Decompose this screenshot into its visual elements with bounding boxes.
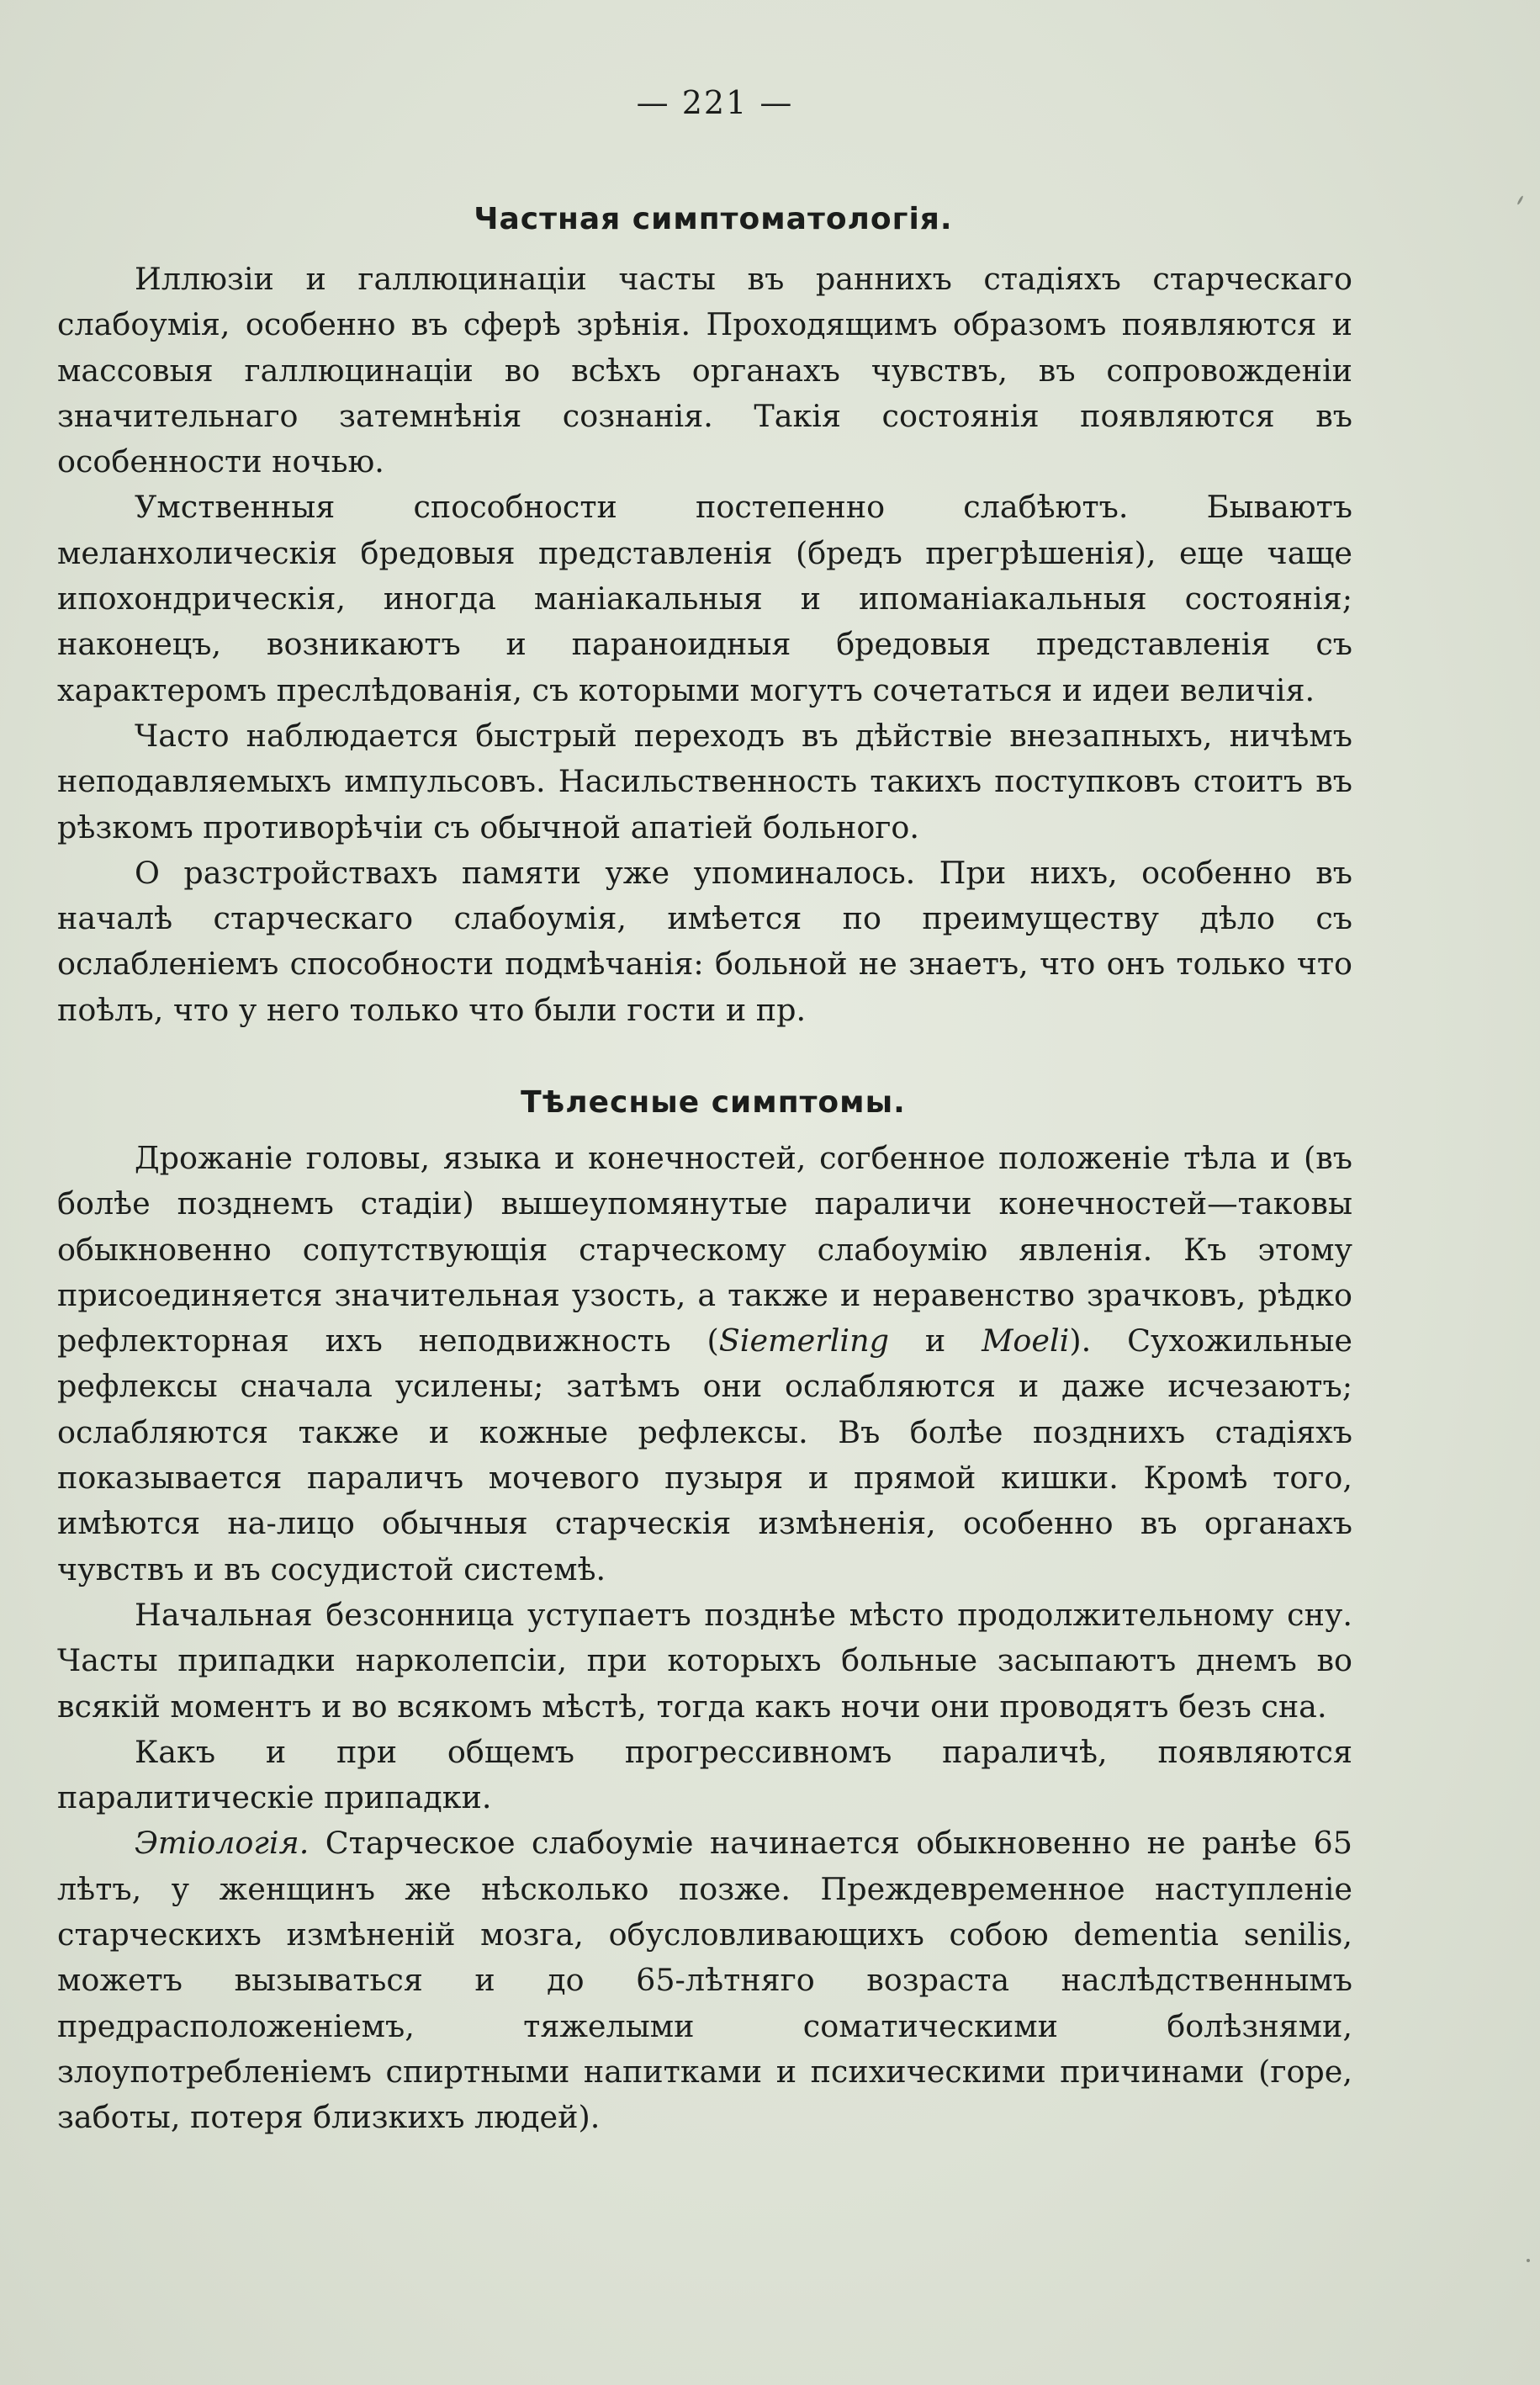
paragraph-text: ). Сухожильные рефлексы сначала усилены; затѣмъ они ослабляются и даже исчезаютъ; ослабляются также и кожные рефлексы. Въ болѣе позднихъ стадіяхъ показывается параличъ мочевого пузыря и прямой кишки. Кромѣ того, имѣются на-лицо обычныя старческія измѣненія, особенно въ органахъ чувствъ и въ сосудистой системѣ. — [57, 1322, 1352, 1587]
paragraph: Какъ и при общемъ прогрессивномъ параличѣ, появляются паралитическіе припадки. — [57, 1733, 1352, 1816]
paper-speck — [1527, 2259, 1530, 2262]
section-title-physical-symptoms: Тѣлесные симптомы. — [521, 1085, 906, 1120]
section-title-mental-symptoms: Частная симптоматологія. — [474, 202, 953, 236]
section-body-mental-symptoms — [57, 257, 1352, 1033]
paragraph-text: Дрожаніе головы, языка и конечностей, согбенное положеніе тѣла и (въ болѣе позднемъ стадіи) вышеупомянутые параличи конечностей—таковы обыкновенно сопутствующія старческому слабоумію явленія. Къ этому присоединяется значительная узость, а также и неравенство зрачковъ, рѣдко рефлекторная ихъ неподвижность ( — [57, 1140, 1352, 1359]
paragraph: Часто наблюдается быстрый переходъ въ дѣйствіе внезапныхъ, ничѣмъ неподавляемыхъ импульсовъ. Насильственность такихъ поступковъ стоитъ въ рѣзкомъ противорѣчіи съ обычной апатіей больного. — [57, 717, 1352, 845]
page-number: — 221 — — [636, 84, 794, 121]
paragraph-text: Старческое слабоуміе начинается обыкновенно не ранѣе 65 лѣтъ, у женщинъ же нѣсколько позже. Преждевременное наступленіе старческихъ измѣненій мозга, обусловливающихъ собою dementia senilis, можетъ вызываться и до 65-лѣтняго возраста наслѣдственнымъ предрасположеніемъ, тяжелыми соматическими болѣзнями, злоупотребленіемъ спиртными напитками и психическими причинами (горе, заботы, потеря близкихъ людей). — [57, 1825, 1352, 2136]
section-body-physical-symptoms — [57, 1136, 1352, 2141]
author-name-siemerling: Siemerling — [718, 1322, 889, 1359]
paragraph: О разстройствахъ памяти уже упоминалось. При нихъ, особенно въ началѣ старческаго слабоумія, имѣется по преимуществу дѣло съ ослабленіемъ способности подмѣчанія: больной не знаетъ, что онъ только что поѣлъ, что у него только что были гости и пр. — [57, 854, 1352, 1028]
paragraph: Умственныя способности постепенно слабѣютъ. Бываютъ меланхолическія бредовыя представленія (бредъ прегрѣшенія), еще чаще ипохондрическія, иногда маніакальныя и ипоманіакальныя состоянія; наконецъ, возникаютъ и параноидныя бредовыя представленія съ характеромъ преслѣдованія, съ которыми могутъ сочетаться и идеи величія. — [57, 489, 1352, 708]
paragraph — [57, 1821, 1352, 2140]
paragraph: Иллюзіи и галлюцинаціи часты въ раннихъ стадіяхъ старческаго слабоумія, особенно въ сферѣ зрѣнія. Проходящимъ образомъ появляются и массовыя галлюцинаціи во всѣхъ органахъ чувствъ, въ сопровожденіи значительнаго затемнѣнія сознанія. Такія состоянія появляются въ особенности ночью. — [57, 261, 1352, 480]
paragraph: Начальная безсонница уступаетъ позднѣе мѣсто продолжительному сну. Часты припадки нарколепсіи, при которыхъ больные засыпаютъ днемъ во всякій моментъ и во всякомъ мѣстѣ, тогда какъ ночи они проводятъ безъ сна. — [57, 1596, 1352, 1725]
author-name-moeli: Moeli — [982, 1322, 1070, 1359]
etiology-heading: Этіологія. — [135, 1825, 310, 1862]
paragraph — [57, 1136, 1352, 1593]
paragraph-text: и — [888, 1322, 982, 1359]
paper-speck — [1516, 195, 1524, 205]
